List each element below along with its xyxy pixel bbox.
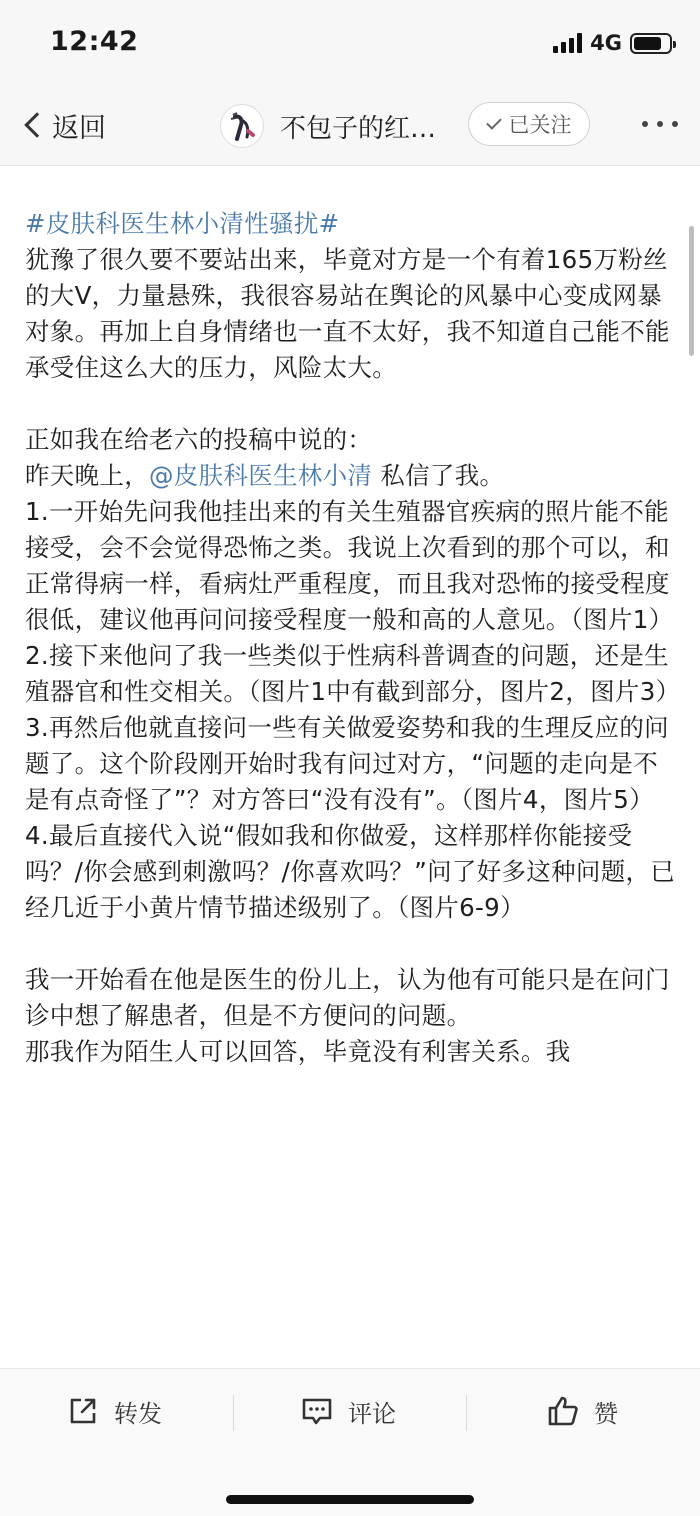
mention-link[interactable]: @皮肤科医生林小清 [149, 461, 373, 490]
battery-level [634, 37, 661, 50]
battery-icon [630, 33, 672, 54]
chevron-left-icon [24, 112, 49, 137]
comment-button[interactable] [300, 1391, 396, 1431]
post-paragraph: 正如我在给老六的投稿中说的： [25, 425, 373, 454]
post-paragraph: 犹豫了很久要不要站出来，毕竟对方是一个有着165万粉丝的大V，力量悬殊，我很容易站在舆论的风暴中心变成网暴对象。再加上自身情绪也一直不太好，我不知道自己能不能承受住这么大的压力，风险太大。 [25, 245, 670, 382]
repost-button[interactable] [66, 1391, 162, 1431]
avatar[interactable] [220, 104, 264, 148]
checkmark-icon [486, 114, 502, 130]
back-label: 返回 [52, 112, 106, 144]
status-bar [0, 0, 700, 84]
home-indicator[interactable] [226, 1495, 474, 1504]
nav-bar [0, 84, 700, 166]
comment-icon [300, 1394, 334, 1428]
avatar-image [221, 105, 264, 148]
follow-button[interactable] [468, 102, 590, 146]
post-content [0, 166, 700, 1368]
list-item: 1.一开始先问我他挂出来的有关生殖器官疾病的照片能不能接受，会不会觉得恐怖之类。我说上次看到的那个可以，和正常得病一样，看病灶严重程度，而且我对恐怖的接受程度很低，建议他再问问接受程度一般和高的人意见。（图片1） [25, 497, 674, 634]
status-time: 12:42 [50, 26, 139, 57]
more-dots-icon[interactable] [642, 114, 678, 134]
hashtag-link[interactable]: #皮肤科医生林小清性骚扰# [25, 209, 340, 238]
thumbs-up-icon [546, 1394, 580, 1428]
nav-title[interactable]: 不包子的红… [280, 114, 437, 144]
post-paragraph: 昨天晚上，@皮肤科医生林小清 私信了我。 [25, 461, 505, 490]
network-type: 4G [590, 31, 622, 55]
back-button[interactable] [20, 102, 106, 148]
list-item: 4.最后直接代入说“假如我和你做爱，这样那样你能接受吗？/你会感到刺激吗？/你喜欢吗？”问了好多这种问题，已经几近于小黄片情节描述级别了。（图片6-9） [25, 821, 676, 922]
share-icon [66, 1394, 100, 1428]
like-button[interactable] [546, 1391, 618, 1431]
post-paragraph: 我一开始看在他是医生的份儿上，认为他有可能只是在问门诊中想了解患者，但是不方便问的问题。 [25, 965, 670, 1030]
follow-label: 已关注 [508, 113, 572, 137]
divider [466, 1395, 467, 1431]
list-item: 3.再然后他就直接问一些有关做爱姿势和我的生理反应的问题了。这个阶段刚开始时我有问过对方，“问题的走向是不是有点奇怪了”？对方答曰“没有没有”。（图片4，图片5） [25, 713, 669, 814]
status-indicators [553, 30, 672, 56]
list-item: 2.接下来他问了我一些类似于性病科普调查的问题，还是生殖器官和性交相关。（图片1中有截到部分，图片2，图片3） [25, 641, 681, 706]
scrollbar[interactable] [689, 226, 694, 356]
like-label: 赞 [594, 1399, 618, 1428]
bottom-action-bar [0, 1368, 700, 1516]
repost-label: 转发 [114, 1399, 162, 1428]
divider [233, 1395, 234, 1431]
post-body [25, 206, 681, 1070]
post-paragraph: 那我作为陌生人可以回答，毕竟没有利害关系。我 [25, 1037, 571, 1066]
signal-icon [553, 33, 582, 53]
comment-label: 评论 [348, 1399, 396, 1428]
